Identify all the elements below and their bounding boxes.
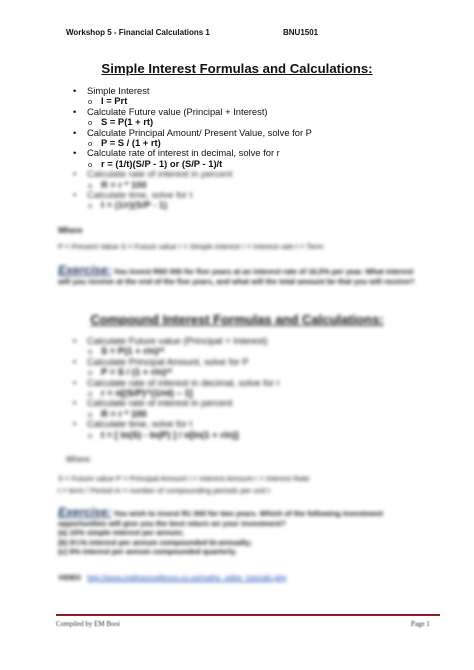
formula: o S = P(1 + r/n)ⁿᵗ [73,346,280,356]
exercise-text: You invest R60 000 for five years at an interest rate of 16,5% per year. What interest will you receive at the end of the five years, and what will the total amount be that you will receive? [58,267,415,286]
list-item: • Calculate rate of interest in decimal, solve for r [73,148,312,158]
section-title-simple: Simple Interest Formulas and Calculations: [101,61,373,76]
formula: o I = Prt [73,96,312,106]
video-line [58,573,286,582]
exercise-option: (c) 9% interest per annum compounded quarterly. [58,547,237,557]
formula: o P = S / (1 + rt) [73,138,312,148]
simple-interest-list [73,86,312,211]
exercise-2 [58,505,418,557]
compound-interest-list [73,336,280,440]
footer-divider [56,614,440,616]
footer-right: Page 1 [411,620,430,628]
exercise-1 [58,263,418,286]
list-item: • Calculate time, solve for t [73,419,280,429]
formula: o R = r * 100 [73,180,312,190]
exercise-text: You wish to invest R1 000 for two years. Which of the following investment opportunities will give you the best return on your investment? [58,509,383,528]
variable-definitions: P = Present Value S = Future value I = Simple interest r = Interest rate t = Term [58,242,324,251]
list-item: • Calculate rate of interest in percent [73,169,312,179]
list-item: • Calculate Future value (Principal + Interest) [73,107,312,117]
formula: o S = P(1 + rt) [73,117,312,127]
list-item: • Calculate rate of interest in percent [73,398,280,408]
formula: o r = (1/t)(S/P - 1) or (S/P - 1)/t [73,159,312,169]
formula: o P = S / (1 + r/n)ⁿᵗ [73,367,280,377]
formula: o t = [ ln(S) - ln(P) ] / n[ln(1 + r/n)] [73,430,280,440]
variable-definitions: S = Future value P = Principal Amount I = Interest Amount r = Interest Rate [58,474,310,483]
formula: o R = r * 100 [73,409,280,419]
list-item: • Calculate time, solve for t [73,190,312,200]
exercise-option: (b) 9½% interest per annum compounded bi-annually; [58,537,253,547]
exercise-label: Exercise: [58,263,112,277]
where-label: Where: [66,455,92,464]
exercise-label: Exercise: [58,505,112,519]
exercise-option: (a) 10% simple interest per annum; [58,528,184,538]
list-item: • Calculate Principal Amount/ Present Value, solve for P [73,128,312,138]
header-right: BNU1501 [283,28,319,37]
variable-definitions: t = term / Period m = number of compounding periods per unit t [58,486,270,495]
header-left: Workshop 5 - Financial Calculations 1 [66,28,210,37]
footer-left: Compiled by EM Booi [56,620,120,628]
list-item: • Calculate Principal Amount, solve for P [73,357,280,367]
section-title-compound: Compound Interest Formulas and Calculations: [90,312,384,327]
video-link[interactable]: http://www.mathsexcellence.co.za/maths_video_tutorials.php [87,573,287,582]
formula: o r = n[(S/P)^(1/nt) – 1] [73,388,280,398]
formula: o t = (1/r)(S/P - 1) [73,200,312,210]
list-item: • Calculate rate of interest in decimal, solve for r [73,378,280,388]
list-item: • Simple Interest [73,86,312,96]
list-item: • Calculate Future value (Principal + Interest) [73,336,280,346]
where-label: Where [58,226,83,235]
video-label: VIDEO [58,573,81,582]
